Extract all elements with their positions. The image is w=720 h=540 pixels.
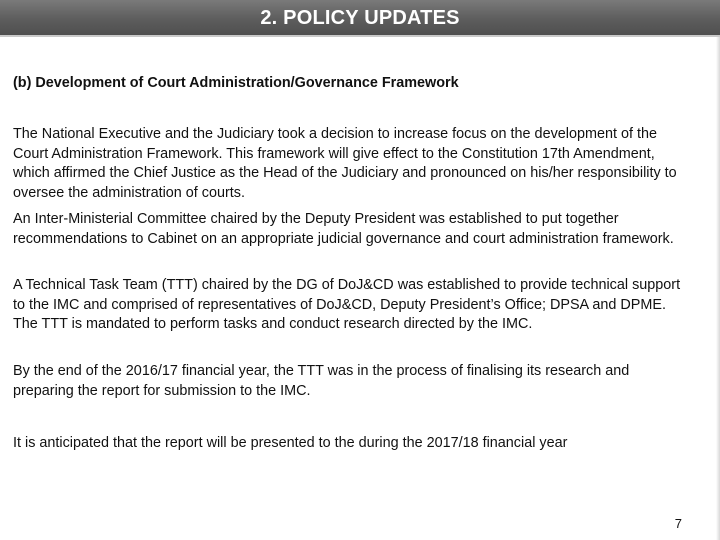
- paragraph-technical-task-team: A Technical Task Team (TTT) chaired by the DG of DoJ&CD was established to provide technical support to the IMC and comprised of representatives of DoJ&CD, Deputy President’s Office; DPSA and DPME. The TTT is mandated to perform tasks and conduct research directed by the IMC.: [13, 277, 681, 332]
- page-number: 7: [674, 516, 682, 531]
- paragraph-inter-ministerial-committee: An Inter-Ministerial Committee chaired by the Deputy President was established to put together recommendations to Cabinet on an appropriate judicial governance and court administration framework.: [13, 211, 674, 247]
- paragraph-report-anticipation: It is anticipated that the report will be presented to the during the 2017/18 financial year: [13, 435, 568, 451]
- paragraph-research-progress: By the end of the 2016/17 financial year, the TTT was in the process of finalising its research and preparing the report for submission to the IMC.: [13, 363, 630, 399]
- right-edge-shadow: [716, 37, 720, 540]
- title-bar: [0, 0, 720, 37]
- section-subtitle: (b) Development of Court Administration/Governance Framework: [13, 75, 459, 91]
- paragraph-court-framework-decision: The National Executive and the Judiciary took a decision to increase focus on the development of the Court Administration Framework. This framework will give effect to the Constitution 17th Amendment, which affirmed the Chief Justice as the Head of the Judiciary and pronounced on his/her responsibility to oversee the administration of courts.: [13, 126, 677, 201]
- slide-title: 2. POLICY UPDATES: [260, 7, 460, 29]
